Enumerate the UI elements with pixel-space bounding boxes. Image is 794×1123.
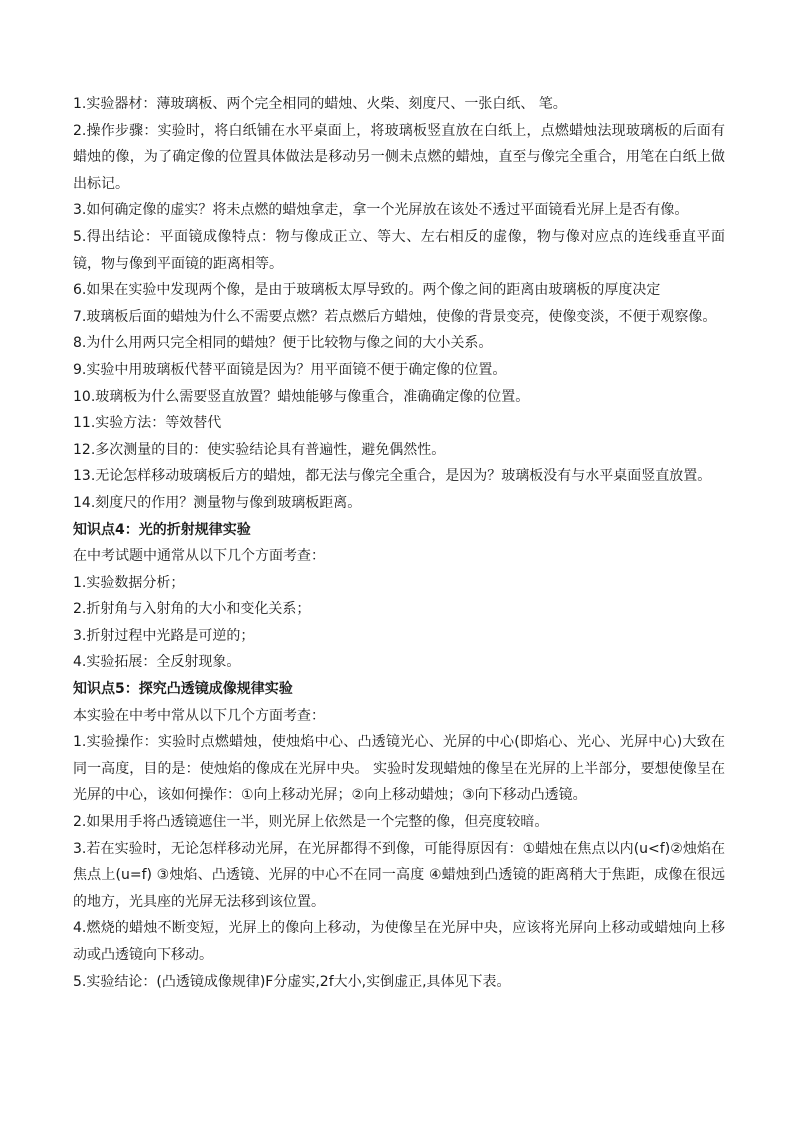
list-item: 8.为什么用两只完全相同的蜡烛？便于比较物与像之间的大小关系。 [73, 335, 493, 352]
list-item: 12.多次测量的目的：使实验结论具有普遍性，避免偶然性。 [73, 441, 446, 458]
document-page [73, 91, 725, 995]
list-item: 4.燃烧的蜡烛不断变短，光屏上的像向上移动，为使像呈在光屏中央，应该将光屏向上移动或蜡烛向上移动或凸透镜向下移动。 [73, 920, 725, 963]
section-heading: 知识点5：探究凸透镜成像规律实验 [73, 681, 293, 698]
list-item: 6.如果在实验中发现两个像，是由于玻璃板太厚导致的。两个像之间的距离由玻璃板的厚度决定 [73, 282, 661, 299]
list-item: 14.刻度尺的作用？测量物与像到玻璃板距离。 [73, 494, 362, 511]
list-item: 3.折射过程中光路是可逆的； [73, 627, 255, 644]
list-item: 4.实验拓展：全反射现象。 [73, 654, 241, 671]
list-item: 2.操作步骤：实验时，将白纸铺在水平桌面上，将玻璃板竖直放在白纸上，点燃蜡烛法现玻璃板的后面有蜡烛的像，为了确定像的位置具体做法是移动另一侧未点燃的蜡烛，直至与像完全重合，用笔在白纸上做出标记。 [73, 122, 725, 192]
list-item: 2.如果用手将凸透镜遮住一半，则光屏上依然是一个完整的像，但亮度较暗。 [73, 814, 549, 831]
section-heading: 知识点4：光的折射规律实验 [73, 521, 251, 538]
list-item: 3.若在实验时，无论怎样移动光屏，在光屏都得不到像，可能得原因有：①蜡烛在焦点以内(u<f)②烛焰在焦点上(u=f) ③烛焰、凸透镜、光屏的中心不在同一高度 ④蜡烛到凸透镜的距离稍大于焦距，成像在很远的地方，光具座的光屏无法移到该位置。 [73, 840, 725, 910]
refraction-section [73, 517, 725, 677]
list-item: 2.折射角与入射角的大小和变化关系； [73, 601, 311, 618]
list-item: 10.玻璃板为什么需要竖直放置？蜡烛能够与像重合，准确确定像的位置。 [73, 388, 530, 405]
list-item: 9.实验中用玻璃板代替平面镜是因为？用平面镜不便于确定像的位置。 [73, 361, 507, 378]
list-item: 1.实验操作：实验时点燃蜡烛，使烛焰中心、凸透镜光心、光屏的中心(即焰心、光心、光屏中心)大致在同一高度，目的是：使烛焰的像成在光屏中央。 实验时发现蜡烛的像呈在光屏的上半部分，要想使像呈在光屏的中心，该如何操作：①向上移动光屏；②向上移动蜡烛；③向下移动凸透镜。 [73, 734, 725, 804]
section-intro: 在中考试题中通常从以下几个方面考查： [73, 548, 325, 565]
list-item: 5.实验结论：(凸透镜成像规律)F分虚实,2f大小,实倒虚正,具体见下表。 [73, 973, 511, 990]
section-intro: 本实验在中考中常从以下几个方面考查： [73, 707, 325, 724]
list-item: 7.玻璃板后面的蜡烛为什么不需要点燃？若点燃后方蜡烛，使像的背景变亮，使像变淡，不便于观察像。 [73, 308, 717, 325]
convex-lens-section [73, 676, 725, 995]
list-item: 11.实验方法：等效替代 [73, 415, 222, 432]
mirror-experiment-section [73, 91, 725, 517]
list-item: 1.实验器材：薄玻璃板、两个完全相同的蜡烛、火柴、刻度尺、一张白纸、 笔。 [73, 96, 567, 112]
list-item: 13.无论怎样移动玻璃板后方的蜡烛，都无法与像完全重合，是因为？玻璃板没有与水平桌面竖直放置。 [73, 468, 712, 485]
list-item: 1.实验数据分析； [73, 574, 185, 591]
list-item: 3.如何确定像的虚实？将未点燃的蜡烛拿走，拿一个光屏放在该处不透过平面镜看光屏上是否有像。 [73, 202, 689, 219]
list-item: 5.得出结论：平面镜成像特点：物与像成正立、等大、左右相反的虚像，物与像对应点的连线垂直平面镜，物与像到平面镜的距离相等。 [73, 228, 725, 272]
